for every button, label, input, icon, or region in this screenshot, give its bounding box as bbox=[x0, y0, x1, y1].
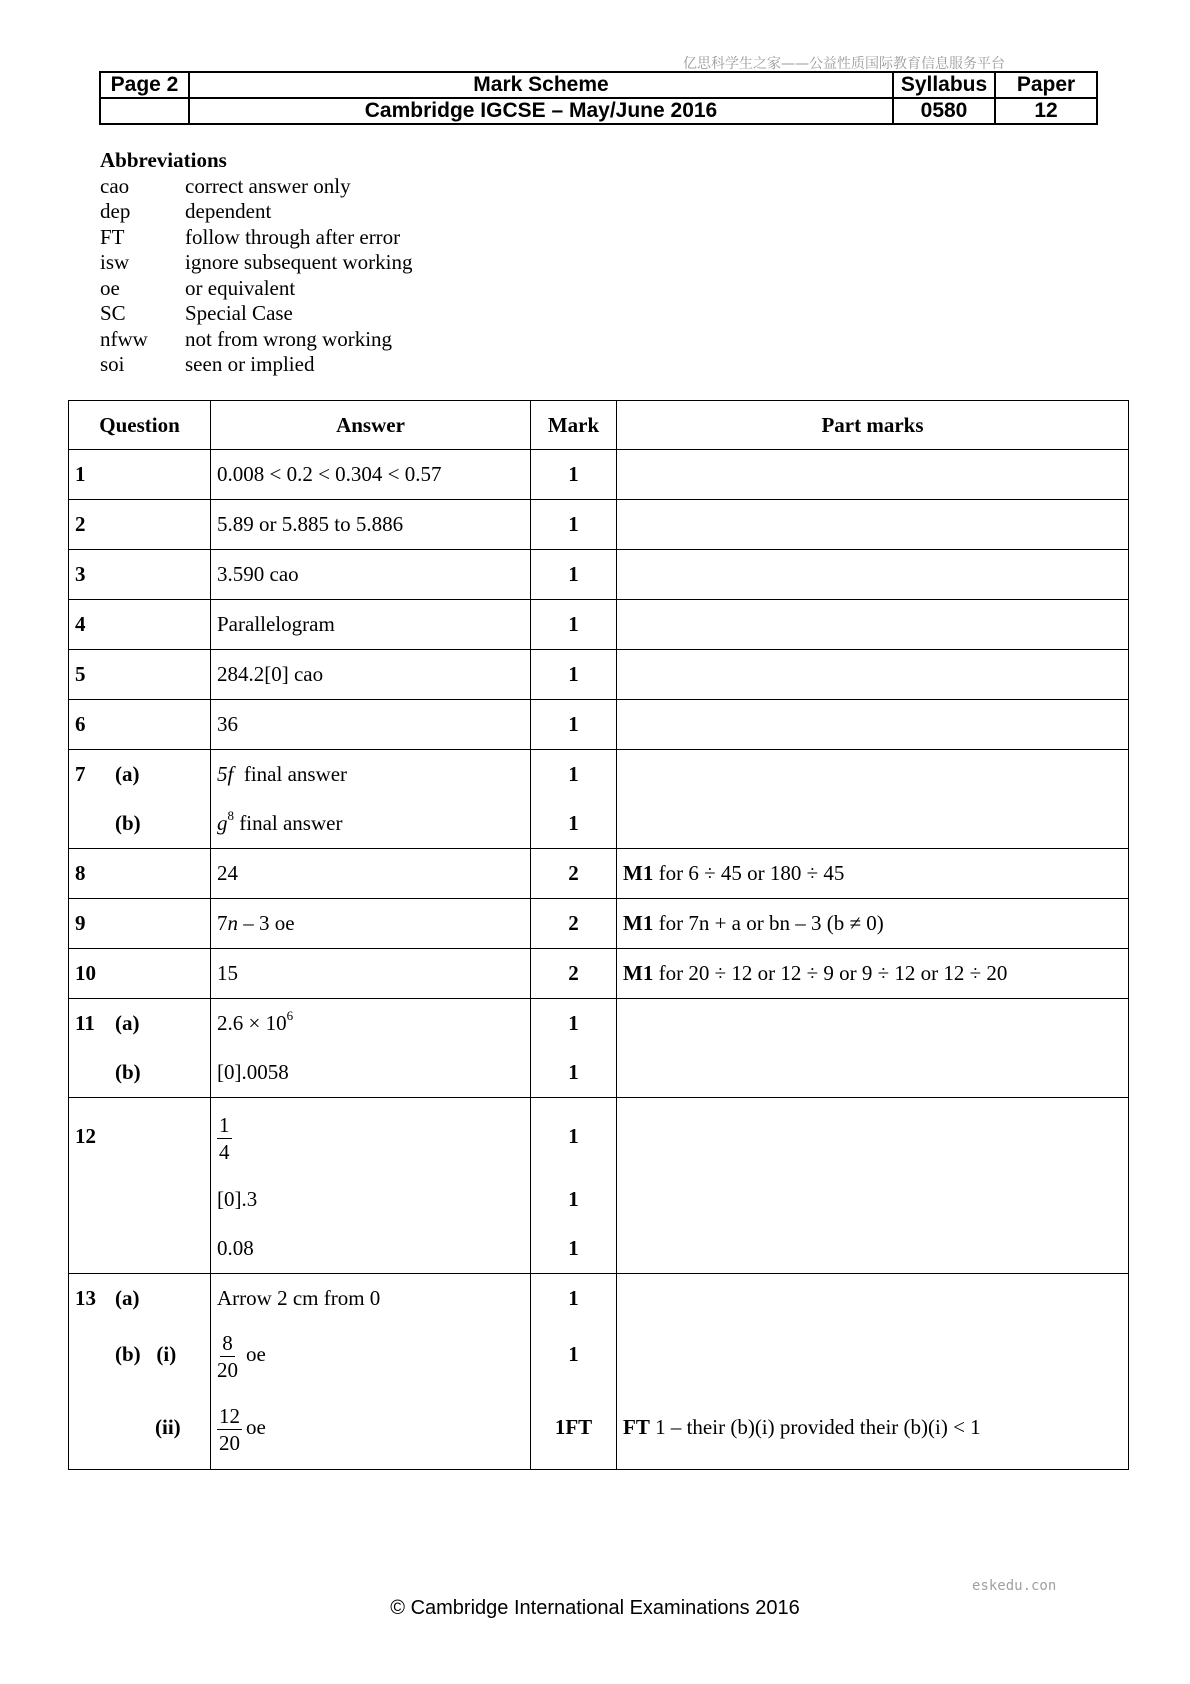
paper-label: Paper bbox=[995, 72, 1097, 98]
abbr-code: oe bbox=[100, 275, 120, 300]
header-mark: Mark bbox=[531, 401, 617, 450]
abbr-code: soi bbox=[100, 352, 125, 376]
watermark-top: 亿思科学生之家——公益性质国际教育信息服务平台 bbox=[683, 56, 1005, 72]
mark: 1 bbox=[568, 1187, 579, 1211]
abbr-code: cao bbox=[100, 173, 130, 198]
abbr-meaning: not from wrong working bbox=[185, 326, 393, 351]
part-label: (b) bbox=[115, 811, 141, 835]
table-row bbox=[69, 849, 1129, 899]
answer-text: oe bbox=[246, 1342, 266, 1366]
part-mark bbox=[617, 949, 1128, 998]
answer: 0.008 < 0.2 < 0.304 < 0.57 bbox=[217, 462, 442, 486]
abbreviation-item bbox=[100, 327, 412, 353]
subpart-label: (i) bbox=[156, 1342, 177, 1366]
question-number: 11 bbox=[75, 1011, 95, 1035]
answer-base: 2.6 × 10 bbox=[217, 1011, 287, 1035]
question-number: 12 bbox=[75, 1124, 96, 1148]
answer: Arrow 2 cm from 0 bbox=[217, 1286, 381, 1310]
abbreviations-title: Abbreviations bbox=[100, 148, 227, 172]
watermark-bottom: eskedu.con bbox=[972, 1578, 1057, 1594]
answer-text: final answer bbox=[239, 811, 343, 835]
part-mark bbox=[617, 1385, 1128, 1469]
question-number: 13 bbox=[75, 1286, 96, 1310]
abbreviation-item bbox=[100, 301, 412, 327]
table-row bbox=[69, 650, 1129, 700]
answer bbox=[211, 1323, 530, 1385]
question-number: 6 bbox=[75, 712, 86, 736]
abbreviation-item bbox=[100, 250, 412, 276]
answer bbox=[211, 750, 530, 799]
answer-variable: n bbox=[227, 911, 238, 935]
part-label: (b) bbox=[115, 1060, 141, 1084]
table-row bbox=[69, 949, 1129, 999]
answer: 284.2[0] cao bbox=[217, 662, 324, 686]
page-number: Page 2 bbox=[100, 72, 189, 98]
mark: 1FT bbox=[554, 1415, 593, 1439]
abbr-meaning: dependent bbox=[185, 199, 272, 223]
question-number: 7 bbox=[75, 762, 86, 786]
header-answer: Answer bbox=[211, 401, 531, 450]
abbreviation-item bbox=[100, 276, 412, 302]
doc-subtitle: Cambridge IGCSE – May/June 2016 bbox=[189, 98, 893, 124]
mark: 2 bbox=[568, 861, 579, 885]
table-row bbox=[69, 700, 1129, 750]
mark: 1 bbox=[568, 811, 579, 835]
answer-text: final answer bbox=[243, 762, 348, 786]
mark: 1 bbox=[568, 562, 579, 586]
question-number: 1 bbox=[75, 462, 86, 486]
answer-variable: 5f bbox=[217, 762, 234, 786]
question-number: 2 bbox=[75, 512, 86, 536]
mark: 1 bbox=[568, 1236, 579, 1260]
abbreviations-section bbox=[100, 148, 412, 378]
question-number: 9 bbox=[75, 911, 86, 935]
part-mark-text: for 7n + a or bn – 3 (b ≠ 0) bbox=[658, 911, 884, 935]
question-number: 4 bbox=[75, 612, 86, 636]
part-label: (a) bbox=[115, 1286, 140, 1310]
answer-exponent: 8 bbox=[227, 808, 234, 823]
answer bbox=[211, 799, 530, 848]
table-row bbox=[69, 899, 1129, 949]
syllabus-label: Syllabus bbox=[893, 72, 995, 98]
question-number: 8 bbox=[75, 861, 86, 885]
answer-suffix: – 3 oe bbox=[238, 911, 295, 935]
numerator: 12 bbox=[219, 1403, 240, 1428]
table-row bbox=[69, 999, 1129, 1098]
answer bbox=[211, 899, 530, 948]
abbr-meaning: ignore subsequent working bbox=[185, 250, 413, 274]
syllabus-value: 0580 bbox=[893, 98, 995, 124]
part-label: (a) bbox=[115, 1011, 140, 1035]
mark: 2 bbox=[568, 961, 579, 985]
answer: 3.590 cao bbox=[217, 562, 299, 586]
part-mark bbox=[617, 849, 1128, 898]
part-mark-code: M1 bbox=[623, 861, 654, 885]
mark: 1 bbox=[568, 1011, 579, 1035]
mark: 2 bbox=[568, 911, 579, 935]
answer bbox=[211, 1385, 530, 1469]
part-mark-text: for 6 ÷ 45 or 180 ÷ 45 bbox=[658, 861, 845, 885]
mark: 1 bbox=[568, 1124, 579, 1148]
abbr-meaning: follow through after error bbox=[185, 224, 401, 249]
part-mark-code: M1 bbox=[623, 911, 654, 935]
part-label: (a) bbox=[115, 762, 140, 786]
mark: 1 bbox=[568, 712, 579, 736]
subpart-label: (ii) bbox=[155, 1415, 181, 1439]
numerator: 1 bbox=[219, 1112, 230, 1137]
abbr-code: dep bbox=[100, 199, 131, 223]
abbr-meaning: seen or implied bbox=[185, 352, 315, 376]
mark: 1 bbox=[568, 1286, 579, 1310]
mark: 1 bbox=[568, 1342, 579, 1366]
mark: 1 bbox=[568, 762, 579, 786]
abbr-code: isw bbox=[100, 250, 130, 274]
table-row bbox=[69, 600, 1129, 650]
answer: 5.89 or 5.885 to 5.886 bbox=[217, 512, 404, 536]
fraction bbox=[217, 1403, 242, 1456]
abbr-meaning: correct answer only bbox=[185, 173, 351, 198]
numerator: 8 bbox=[222, 1330, 233, 1355]
abbr-meaning: Special Case bbox=[185, 301, 293, 325]
answer bbox=[211, 1098, 530, 1175]
table-row bbox=[69, 1098, 1129, 1274]
denominator: 4 bbox=[219, 1139, 230, 1164]
table-row bbox=[69, 450, 1129, 500]
mark: 1 bbox=[568, 512, 579, 536]
answer: 0.08 bbox=[217, 1236, 254, 1260]
mark: 1 bbox=[568, 662, 579, 686]
answer: 15 bbox=[217, 961, 238, 985]
table-row bbox=[69, 500, 1129, 550]
header-question: Question bbox=[69, 401, 211, 450]
answer: [0].3 bbox=[217, 1187, 258, 1211]
abbreviation-item bbox=[100, 174, 412, 200]
mark: 1 bbox=[568, 612, 579, 636]
answer-text: oe bbox=[246, 1415, 266, 1439]
fraction bbox=[217, 1330, 238, 1383]
denominator: 20 bbox=[217, 1357, 238, 1382]
abbreviation-item bbox=[100, 199, 412, 225]
part-mark-code: M1 bbox=[623, 961, 654, 985]
part-mark-code: FT bbox=[623, 1415, 650, 1439]
answer: Parallelogram bbox=[217, 612, 335, 636]
question-number: 10 bbox=[75, 961, 96, 985]
abbreviation-item bbox=[100, 352, 412, 378]
mark-scheme-table bbox=[68, 400, 1129, 1470]
part-label: (b) bbox=[115, 1342, 141, 1366]
part-mark-text: for 20 ÷ 12 or 12 ÷ 9 or 9 ÷ 12 or 12 ÷ 20 bbox=[658, 961, 1008, 985]
abbr-code: SC bbox=[100, 301, 126, 325]
answer bbox=[211, 999, 530, 1048]
table-row bbox=[69, 750, 1129, 849]
answer-base: g bbox=[217, 811, 228, 835]
copyright-footer: © Cambridge International Examinations 2016 bbox=[390, 1597, 800, 1619]
answer: 36 bbox=[217, 712, 238, 736]
abbr-code: FT bbox=[100, 224, 125, 249]
abbr-code: nfww bbox=[100, 326, 148, 351]
table-row bbox=[69, 1274, 1129, 1470]
fraction bbox=[217, 1112, 232, 1165]
header-empty-cell bbox=[100, 98, 189, 124]
header-table bbox=[99, 71, 1098, 125]
abbreviation-item bbox=[100, 225, 412, 251]
question-number: 3 bbox=[75, 562, 86, 586]
answer: [0].0058 bbox=[217, 1060, 289, 1084]
part-mark bbox=[617, 899, 1128, 948]
answer: 24 bbox=[217, 861, 238, 885]
paper-value: 12 bbox=[995, 98, 1097, 124]
doc-title: Mark Scheme bbox=[189, 72, 893, 98]
part-mark-text: 1 – their (b)(i) provided their (b)(i) < 1 bbox=[655, 1415, 981, 1439]
answer-exponent: 6 bbox=[286, 1008, 294, 1023]
table-row bbox=[69, 550, 1129, 600]
mark: 1 bbox=[568, 462, 579, 486]
mark: 1 bbox=[568, 1060, 579, 1084]
table-header-row bbox=[69, 401, 1129, 450]
abbr-meaning: or equivalent bbox=[185, 275, 296, 300]
question-number: 5 bbox=[75, 662, 86, 686]
header-part-marks: Part marks bbox=[617, 401, 1129, 450]
answer-prefix: 7 bbox=[217, 911, 228, 935]
denominator: 20 bbox=[219, 1430, 240, 1455]
